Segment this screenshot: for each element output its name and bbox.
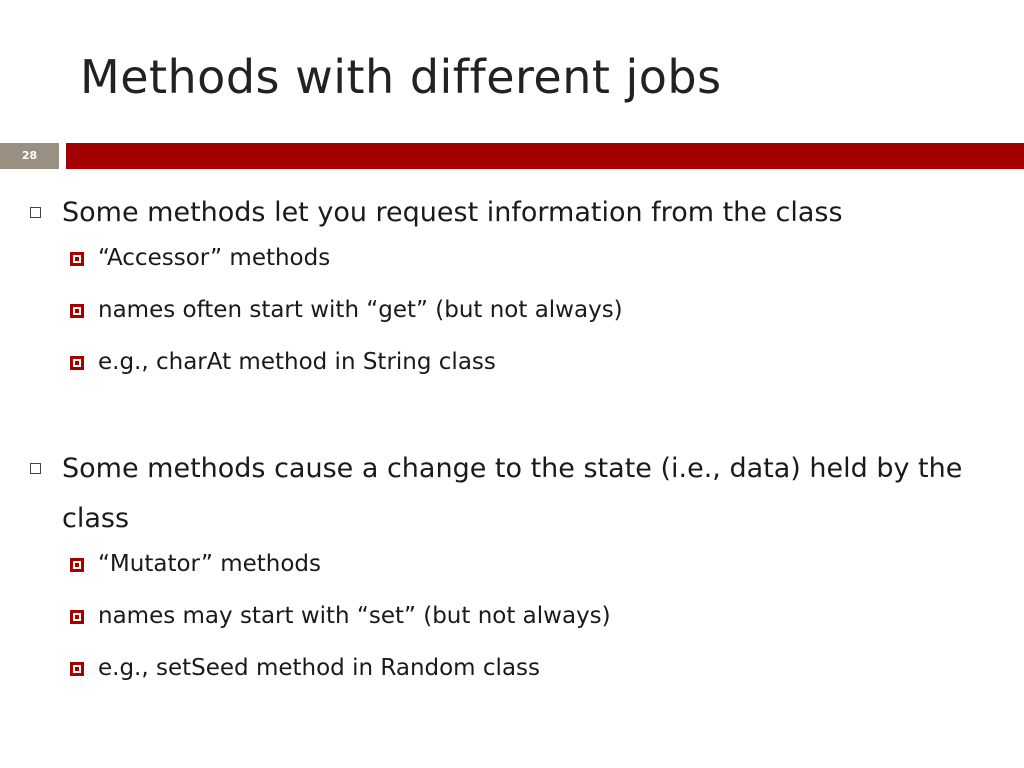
red-square-bullet-icon	[70, 304, 84, 318]
sub-bullet-text: “Accessor” methods	[98, 245, 331, 271]
sub-bullet-text: e.g., setSeed method in Random class	[98, 655, 540, 681]
slide-number: 28	[0, 143, 59, 169]
sub-bullet-set-names	[70, 590, 1008, 642]
red-square-bullet-icon	[70, 662, 84, 676]
hollow-square-bullet-icon	[30, 207, 41, 218]
red-square-bullet-icon	[70, 610, 84, 624]
slide-title: Methods with different jobs	[80, 50, 722, 104]
sub-bullet-text: names may start with “set” (but not always)	[98, 603, 611, 629]
red-square-bullet-icon	[70, 356, 84, 370]
red-square-bullet-icon	[70, 252, 84, 266]
sub-bullet-accessor	[70, 232, 1008, 284]
red-square-bullet-icon	[70, 558, 84, 572]
bullet-change-state	[28, 444, 1008, 544]
slide-body	[28, 188, 1008, 694]
bullet-text: Some methods cause a change to the state (i.e., data) held by the class	[62, 453, 963, 534]
bullet-text: Some methods let you request information from the class	[62, 197, 843, 228]
sub-bullet-mutator	[70, 538, 1008, 590]
sub-bullet-text: “Mutator” methods	[98, 551, 321, 577]
sub-bullet-charat-example	[70, 336, 1008, 388]
section-gap	[28, 388, 1008, 444]
bullet-request-information	[28, 188, 1008, 238]
sub-bullet-get-names	[70, 284, 1008, 336]
title-accent-bar	[66, 143, 1024, 169]
sub-bullet-setseed-example	[70, 642, 1008, 694]
sub-bullet-text: names often start with “get” (but not always)	[98, 297, 623, 323]
sub-bullet-text: e.g., charAt method in String class	[98, 349, 496, 375]
hollow-square-bullet-icon	[30, 463, 41, 474]
